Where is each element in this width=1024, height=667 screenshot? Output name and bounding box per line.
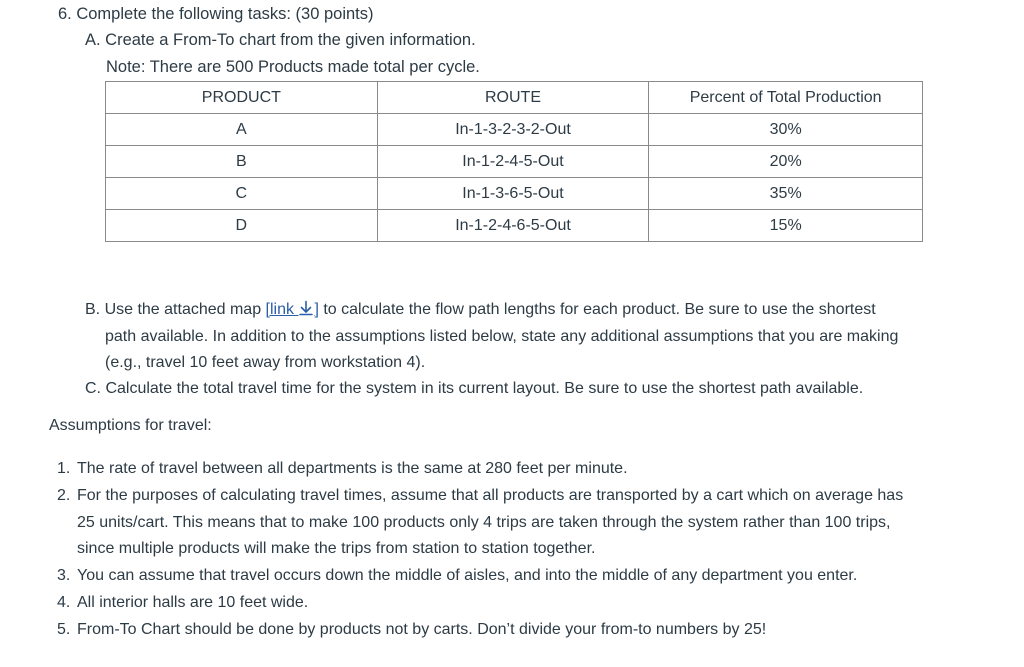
- map-link-close: ]: [314, 301, 319, 318]
- part-c-text: C. Calculate the total travel time for the system in its current layout. Be sure to use the shortest path available.: [85, 380, 864, 397]
- route-cell: In-1-2-4-6-5-Out: [377, 210, 649, 242]
- download-icon[interactable]: [298, 300, 314, 316]
- header-product: PRODUCT: [106, 82, 378, 114]
- item-text: You can assume that travel occurs down the middle of aisles, and into the middle of any department you enter.: [77, 567, 858, 585]
- item-number: 1.: [57, 460, 71, 477]
- item-text: The rate of travel between all departments is the same at 280 feet per minute.: [77, 460, 628, 477]
- table-header-row: [106, 82, 923, 114]
- product-route-table: [105, 81, 923, 242]
- product-cell: D: [106, 210, 378, 242]
- item-text: From-To Chart should be done by products not by carts. Don’t divide your from-to numbers by 25!: [77, 620, 767, 638]
- part-b-line-3: (e.g., travel 10 feet away from workstation 4).: [105, 354, 426, 371]
- table-row: [106, 178, 923, 210]
- part-a-text: A. Create a From-To chart from the given information.: [85, 31, 476, 49]
- item-text: All interior halls are 10 feet wide.: [77, 593, 309, 611]
- item-text: For the purposes of calculating travel times, assume that all products are transported by a cart which on average has: [77, 486, 904, 504]
- item-text-continued: 25 units/cart. This means that to make 100 products only 4 trips are taken through the system rather than 100 trips,: [77, 513, 891, 531]
- list-item: [57, 590, 903, 617]
- part-b-text: [85, 297, 898, 377]
- product-cell: A: [106, 114, 378, 146]
- part-b-suffix: to calculate the flow path lengths for each product. Be sure to use the shortest: [318, 301, 876, 318]
- map-link-label: [link: [265, 301, 294, 318]
- header-route: ROUTE: [377, 82, 649, 114]
- header-percent: Percent of Total Production: [649, 82, 923, 114]
- table-row: [106, 114, 923, 146]
- percent-cell: 30%: [649, 114, 923, 146]
- item-text-continued: since multiple products will make the trips from station to station together.: [77, 540, 596, 558]
- part-b-line-2: path available. In addition to the assumptions listed below, state any additional assumptions that you are making: [105, 327, 899, 345]
- part-b-prefix: B. Use the attached map: [85, 301, 266, 318]
- assumptions-list: [57, 456, 903, 644]
- percent-cell: 35%: [649, 178, 923, 210]
- route-cell: In-1-3-6-5-Out: [377, 178, 649, 210]
- percent-cell: 20%: [649, 146, 923, 178]
- list-item: [57, 483, 903, 563]
- route-cell: In-1-3-2-3-2-Out: [377, 114, 649, 146]
- item-number: 5.: [57, 620, 71, 638]
- list-item: [57, 617, 903, 644]
- table-row: [106, 146, 923, 178]
- assumptions-heading: Assumptions for travel:: [49, 417, 212, 434]
- note-text: Note: There are 500 Products made total per cycle.: [106, 58, 480, 76]
- product-cell: B: [106, 146, 378, 178]
- item-number: 2.: [57, 486, 71, 504]
- map-link[interactable]: [266, 301, 319, 318]
- table-row: [106, 210, 923, 242]
- percent-cell: 15%: [649, 210, 923, 242]
- product-cell: C: [106, 178, 378, 210]
- item-number: 4.: [57, 593, 71, 611]
- item-number: 3.: [57, 567, 71, 585]
- list-item: [57, 456, 903, 483]
- list-item: [57, 563, 903, 590]
- question-title: 6. Complete the following tasks: (30 points): [58, 5, 374, 23]
- route-cell: In-1-2-4-5-Out: [377, 146, 649, 178]
